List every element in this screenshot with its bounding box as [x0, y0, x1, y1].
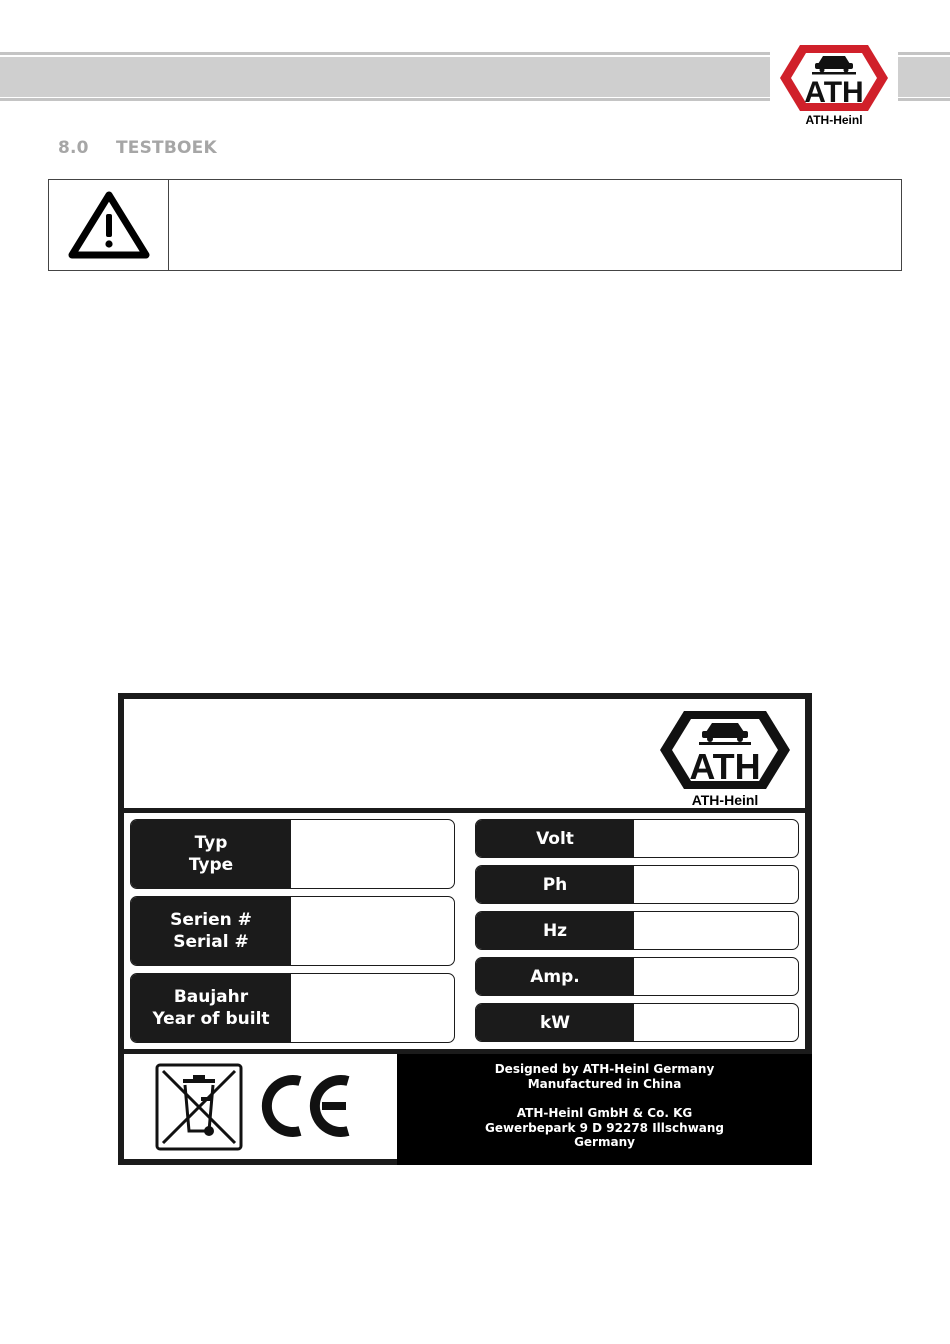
- field-phase-label: Ph: [476, 866, 634, 903]
- warning-icon-cell: [49, 180, 169, 270]
- nameplate-logo: [656, 709, 794, 807]
- manufactured-in: Manufactured in China: [527, 1076, 682, 1091]
- field-type: [130, 819, 455, 889]
- designed-by: Designed by ATH-Heinl Germany: [494, 1062, 715, 1076]
- field-year-built-label: Baujahr Year of built: [131, 974, 291, 1042]
- section-number: 8.0: [58, 138, 89, 158]
- company-address: Gewerbepark 9 D 92278 Illschwang: [484, 1120, 725, 1135]
- field-volt: [475, 819, 799, 858]
- svg-text:ATH: ATH: [804, 76, 864, 109]
- ath-logo-wordmark: ATH-Heinl: [805, 113, 863, 127]
- field-type-label: Typ Type: [131, 820, 291, 888]
- nameplate-manufacturer-info: [397, 1054, 812, 1165]
- company-country: Germany: [574, 1135, 635, 1149]
- field-amp: [475, 957, 799, 996]
- ath-hexagon-icon: [658, 709, 792, 791]
- company-name: ATH-Heinl GmbH & Co. KG: [516, 1106, 693, 1120]
- section-title: TESTBOEK: [116, 138, 217, 158]
- nameplate: [118, 693, 812, 1165]
- field-serial-label: Serien # Serial #: [131, 897, 291, 965]
- svg-text:ATH: ATH: [689, 746, 761, 787]
- field-amp-label: Amp.: [476, 958, 634, 995]
- section-heading: [58, 138, 217, 158]
- field-serial: [130, 896, 455, 966]
- ath-hexagon-icon: [778, 42, 890, 114]
- field-hz-label: Hz: [476, 912, 634, 949]
- warning-box: [48, 179, 902, 271]
- ath-logo: [770, 40, 898, 130]
- ce-mark-icon: [260, 1073, 360, 1139]
- nameplate-logo-wordmark: ATH-Heinl: [691, 792, 759, 808]
- field-phase: [475, 865, 799, 904]
- nameplate-header: [124, 699, 805, 808]
- field-kw-label: kW: [476, 1004, 634, 1041]
- field-volt-label: Volt: [476, 820, 634, 857]
- field-hz: [475, 911, 799, 950]
- warning-triangle-icon: [68, 191, 150, 259]
- nameplate-marks: [124, 1054, 397, 1159]
- field-year-built: [130, 973, 455, 1043]
- field-kw: [475, 1003, 799, 1042]
- nameplate-fields: [124, 813, 805, 1049]
- weee-crossed-bin-icon: [155, 1063, 243, 1151]
